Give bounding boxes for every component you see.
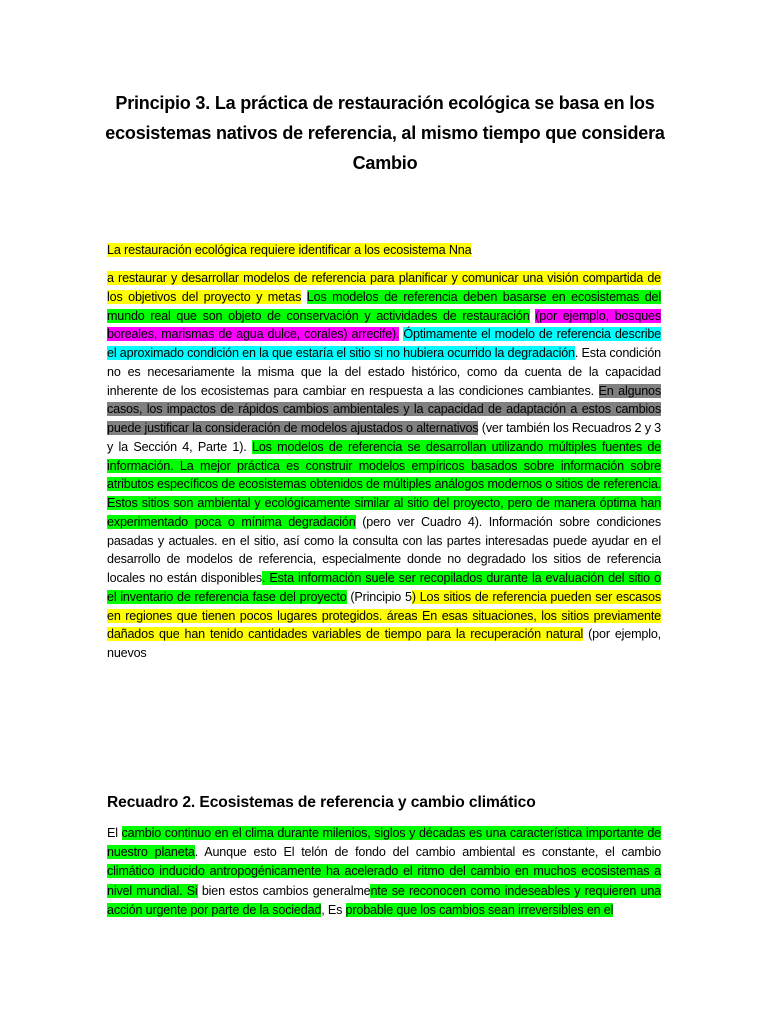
text-segment-none: El — [107, 826, 122, 840]
document-title: Principio 3. La práctica de restauración ecológica se basa en los ecosistemas nativos de referencia, al mismo tiempo que considera Cambio — [105, 93, 665, 173]
text-segment-green: cambio continuo en el clima durante milenios, siglos y décadas es una característica importante de nuestro planeta — [107, 826, 661, 860]
text-segment-none: (Principio 5 — [346, 589, 412, 604]
text-segment-none: (pero ver Cuadro 4). Información sobre condiciones pasadas y actuales. en el sitio, así como la consulta con las partes interesadas puede ayudar en el desarrollo de modelos de referencia, especialmente donde no degradado los sitios de referencia locales no están disponibles — [107, 514, 661, 585]
text-segment-green: Los modelos de referencia se desarrollan utilizando múltiples fuentes de información. La mejor práctica es construir modelos empíricos basados sobre información sobre atributos específicos de ecosistemas obtenidos de múltiples análogos modernos o sitios de referencia. Estos sitios son ambiental y ecológicamente similar al sitio del proyecto, pero de manera óptima han experimentado poca o mínima degradación — [107, 439, 661, 529]
text-segment-green: Los modelos de referencia deben basarse en ecosistemas del mundo real que son objeto de conservación y actividades de restauración — [107, 289, 661, 323]
text-segment-none: (por ejemplo, nuevos — [107, 627, 661, 660]
text-segment-none — [301, 290, 307, 304]
text-segment-green: nte se reconocen como indeseables y requieren una acción urgente por parte de la sociedad — [107, 883, 662, 917]
text-segment-magenta: (por ejemplo, bosques boreales, marismas de agua dulce, corales) arrecife). — [107, 308, 661, 342]
text-segment-green: probable que los cambios sean irreversibles en el — [345, 902, 614, 917]
text-segment-yellow: ) Los sitios de referencia pueden ser escasos en regiones que tienen pocos lugares protegidos. áreas En esas situaciones, los sitios previamente dañados que han tenido cantidades variables de tiempo para la recuperación natural — [107, 589, 661, 642]
box-paragraph — [107, 824, 661, 920]
text-segment-none: (ver también los Recuadros 2 y 3 y la Sección 4, Parte 1). — [107, 421, 662, 454]
text-segment-none: . Esta condición no es necesariamente la misma que la del estado histórico, como da cuenta de la capacidad inherente de los ecosistemas para cambiar en respuesta a las condiciones cambiantes. — [107, 346, 661, 398]
box-title: Recuadro 2. Ecosistemas de referencia y cambio climático — [107, 794, 536, 811]
text-segment-none: . Aunque esto El telón de fondo del cambio ambiental es constante, el cambio — [194, 845, 662, 860]
intro-line — [107, 241, 657, 260]
intro-highlight: La restauración ecológica requiere identificar a los ecosistema Nna — [107, 243, 472, 257]
body-paragraph — [107, 269, 661, 663]
text-segment-yellow: a restaurar y desarrollar modelos de referencia para planificar y comunicar una visión compartida de los objetivos del proyecto y metas — [107, 271, 661, 304]
text-segment-none: , Es — [321, 902, 346, 917]
text-segment-cyan: Óptimamente el modelo de referencia describe el aproximado condición en la que estaría el sitio si no hubiera ocurrido la degradación — [107, 327, 661, 360]
text-segment-green: . Esta información suele ser recopilados durante la evaluación del sitio o el inventario de referencia fase del proyecto — [107, 571, 661, 604]
text-segment-none: bien estos cambios generalme — [197, 883, 371, 898]
text-segment-gray: En algunos casos, los impactos de rápidos cambios ambientales y la capacidad de adaptación a estos cambios puede justificar la consideración de modelos ajustados o alternativos — [107, 383, 661, 435]
text-segment-green: climático inducido antropogénicamente ha acelerado el ritmo del cambio en muchos ecosistemas a nivel mundial. Si — [107, 864, 661, 898]
